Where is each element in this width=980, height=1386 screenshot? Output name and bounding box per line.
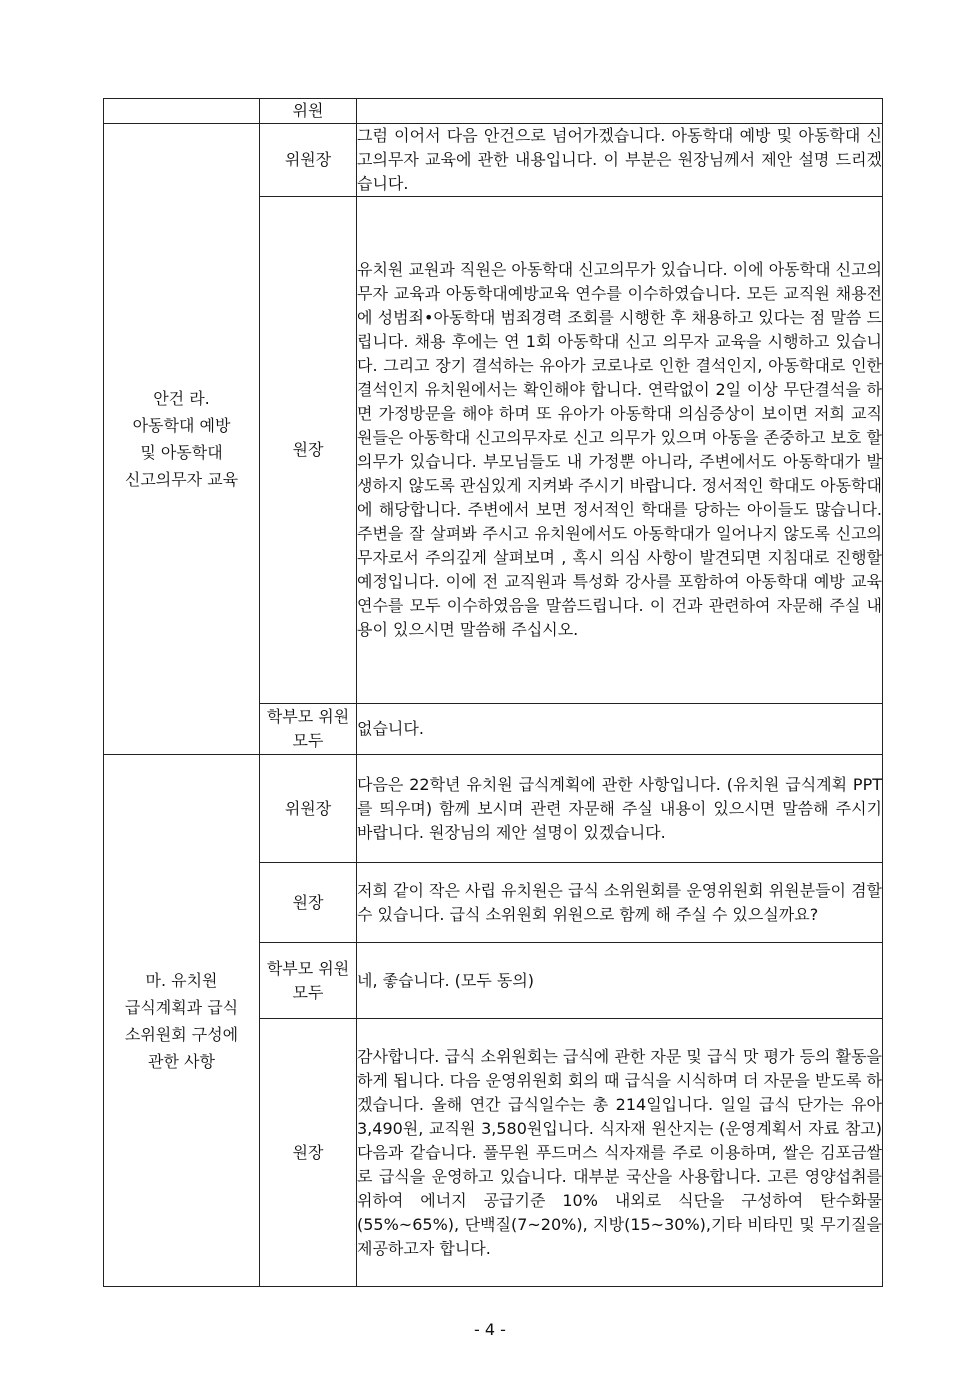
agenda-line: 마. 유치원	[145, 970, 218, 990]
speaker-cell: 원장	[260, 197, 357, 704]
agenda-line: 소위원회 구성에	[124, 1024, 239, 1044]
content-cell	[357, 704, 883, 755]
minutes-table	[103, 98, 883, 1287]
statement-text: 유치원 교원과 직원은 아동학대 신고의무가 있습니다. 이에 아동학대 신고의무자 교육과 아동학대예방교육 연수를 이수하였습니다. 모든 교직원 채용전에 성범죄•아동학대 범죄경력 조회를 시행한 후 채용하고 있다는 점 말씀 드립니다. 채용 후에는 연 1회 아동학대 신고 의무자 교육을 시행하고 있습니다. 그리고 장기 결석하는 유아가 코로나로 인한 결석인지, 아동학대로 인한 결석인지 유치원에서는 확인해야 합니다. 연락없이 2일 이상 무단결석을 하면 가정방문을 해야 하며 또 유아가 아동학대 의심증상이 보이면 저희 교직원들은 아동학대 신고의무자로 신고 의무가 있으며 아동을 존중하고 보호 할 의무가 있습니다. 부모님들도 내 가정뿐 아니라, 주변에서도 아동학대가 발생하지 않도록 관심있게 지켜봐 주시기 바랍니다. 정서적인 학대도 아동학대에 해당합니다. 주변에서 보면 정서적인 학대를 당하는 아이들도 많습니다.주변을 잘 살펴봐 주시고 유치원에서도 아동학대가 일어나지 않도록 신고의무자로서 주의깊게 살펴보며 , 혹시 의심 사항이 발견되면 지침대로 진행할 예정입니다. 이에 전 교직원과 특성화 강사를 포함하여 아동학대 예방 교육 연수를 모두 이수하였음을 말씀드립니다. 이 건과 관련하여 자문해 주실 내용이 있으시면 말씀해 주십시오.	[357, 260, 882, 639]
speaker-cell: 학부모 위원 모두	[260, 943, 357, 1019]
speaker-cell: 원장	[260, 863, 357, 943]
content-cell	[357, 755, 883, 863]
statement-text: 다음은 22학년 유치원 급식계획에 관한 사항입니다. (유치원 급식계획 PPT를 띄우며) 함께 보시며 관련 자문해 주실 내용이 있으시면 말씀해 주시기 바랍니다. 원장님의 제안 설명이 있겠습니다.	[357, 774, 882, 842]
content-cell	[357, 124, 883, 197]
content-cell	[357, 99, 883, 124]
statement-text: 그럼 이어서 다음 안건으로 넘어가겠습니다. 아동학대 예방 및 아동학대 신고의무자 교육에 관한 내용입니다. 이 부분은 원장님께서 제안 설명 드리겠습니다.	[357, 126, 882, 193]
agenda-line: 안건 라.	[153, 389, 210, 408]
statement-text: 네, 좋습니다. (모두 동의)	[357, 970, 535, 990]
agenda-cell	[104, 99, 260, 124]
content-cell	[357, 1019, 883, 1287]
content-cell	[357, 197, 883, 704]
agenda-cell-ma	[104, 755, 260, 1287]
table-row	[104, 99, 883, 124]
statement-text: 감사합니다. 급식 소위원회는 급식에 관한 자문 및 급식 맛 평가 등의 활동을 하게 됩니다. 다음 운영위원회 회의 때 급식을 시식하며 더 자문을 받도록 하겠습니다. 올해 연간 급식일수는 총 214일입니다. 일일 급식 단가는 유아 3,490원, 교직원 3,580원입니다. 식자재 원산지는 (운영계획서 자료 참고)다음과 같습니다. 풀무원 푸드머스 식자재를 주로 이용하며, 쌀은 김포금쌀로 급식을 운영하고 있습니다. 대부분 국산을 사용합니다. 고른 영양섭취를 위하여 에너지 공급기준 10% 내외로 식단을 구성하여 탄수화물(55%~65%), 단백질(7~20%), 지방(15~30%),기타 비타민 및 무기질을 제공하고자 합니다.	[357, 1046, 882, 1258]
speaker-cell: 원장	[260, 1019, 357, 1287]
table-row	[104, 124, 883, 197]
agenda-cell-ra	[104, 124, 260, 755]
agenda-line: 아동학대 예방	[132, 416, 231, 435]
agenda-line: 및 아동학대	[140, 443, 223, 462]
statement-text: 없습니다.	[357, 719, 424, 738]
content-cell	[357, 863, 883, 943]
speaker-cell: 위원	[260, 99, 357, 124]
speaker-cell: 위원장	[260, 755, 357, 863]
speaker-cell: 학부모 위원 모두	[260, 704, 357, 755]
agenda-line: 급식계획과 급식	[124, 997, 239, 1017]
page-number: - 4 -	[474, 1320, 506, 1339]
table-row	[104, 755, 883, 863]
agenda-line: 관한 사항	[148, 1051, 215, 1071]
content-cell	[357, 943, 883, 1019]
statement-text: 저희 같이 작은 사립 유치원은 급식 소위원회를 운영위원회 위원분들이 겸할 수 있습니다. 급식 소위원회 위원으로 함께 해 주실 수 있으실까요?	[357, 880, 882, 924]
speaker-cell: 위원장	[260, 124, 357, 197]
agenda-line: 신고의무자 교육	[124, 470, 239, 489]
